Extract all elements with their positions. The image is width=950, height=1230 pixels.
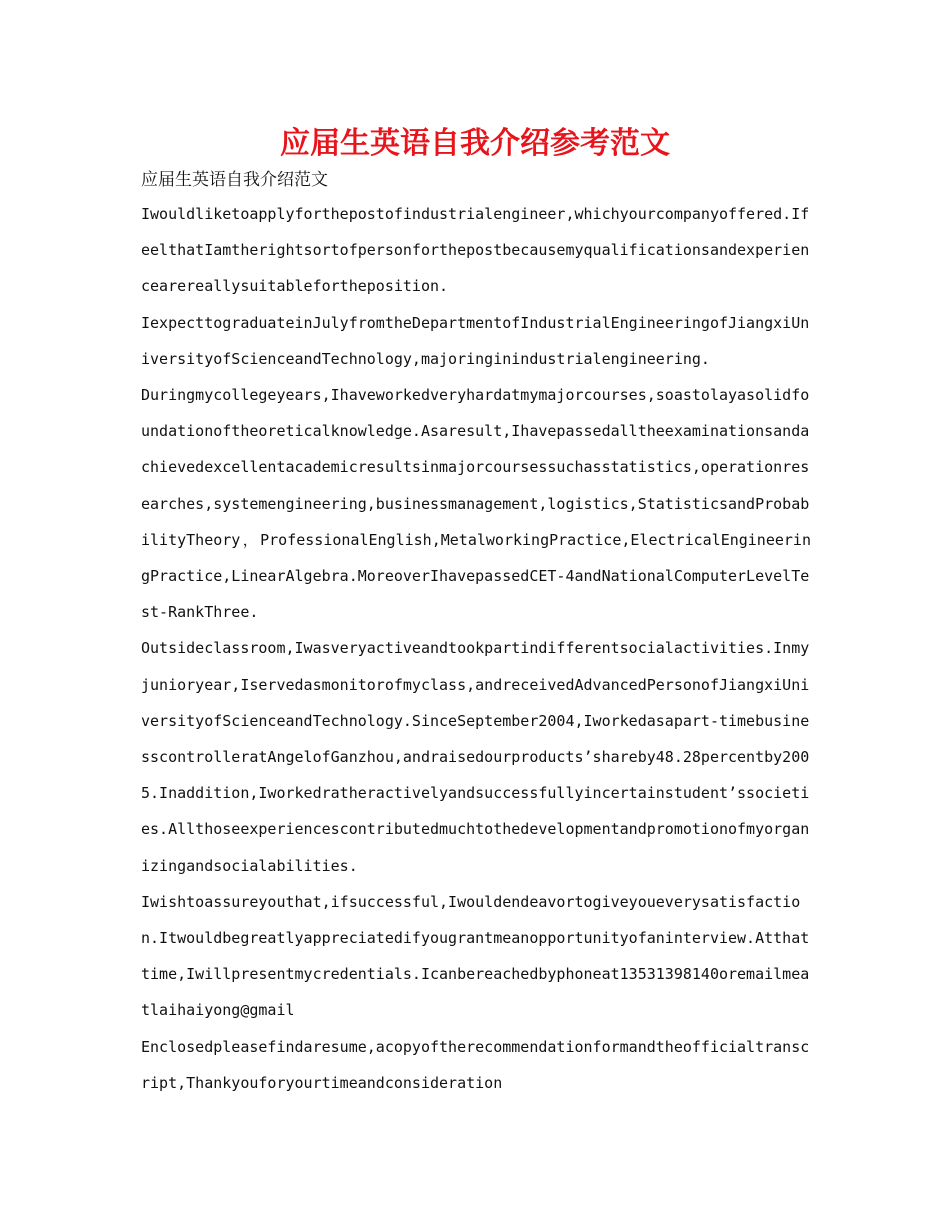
document-subtitle: 应届生英语自我介绍范文 (141, 170, 328, 190)
paragraph-coursework: Duringmycollegeyears,Ihaveworkedveryhardatmymajorcourses,soastolayasolidfoundationoftheoreticalknowledge.Asaresult,Ihavepassedalltheexaminationsandachievedexcellentacademicresultsinmajorcoursessuchasstatistics,operationresearches,systemengineering,businessmanagement,logistics,StatisticsandProbabilityTheory，ProfessionalEnglish,MetalworkingPractice,ElectricalEngineeringPractice,LinearAlgebra.MoreoverIhavepassedCET-4andNationalComputerLevelTest-RankThree. (141, 386, 811, 622)
paragraph-enclosure: Enclosedpleasefindaresume,acopyoftherecommendationformandtheofficialtranscript,Thankyouforyourtimeandconsideration (141, 1037, 810, 1092)
paragraph-closing: Iwishtoassureyouthat,ifsuccessful,Iwouldendeavortogiveyoueverysatisfaction.Itwouldbegreatlyappreciatedifyougrantmeanopportunityofaninterview.Atthattime,Iwillpresentmycredentials.Icanbereachedbyphoneat13531398140oremailmeatlaihaiyong@gmail (141, 892, 810, 1020)
paragraph-education: IexpecttograduateinJulyfromtheDepartmentofIndustrialEngineeringofJiangxiUniversityofScienceandTechnology,majoringinindustrialengineering. (141, 313, 810, 368)
document-title: 应届生英语自我介绍参考范文 (280, 126, 670, 161)
paragraph-activities: Outsideclassroom,Iwasveryactiveandtookpartindifferentsocialactivities.Inmyjunioryear,Iservedasmonitorofmyclass,andreceivedAdvancedPersonofJiangxiUniversityofScienceandTechnology.SinceSeptember2004,Iworkedasapart-timebusinesscontrolleratAngelofGanzhou,andraisedourproducts’shareby48.28percentby2005.Inaddition,Iworkedratheractivelyandsuccessfullyincertainstudent’ssocieties.Allthoseexperiencescontributedmuchtothedevelopmentandpromotionofmyorganizingandsocialabilities. (141, 639, 810, 875)
document-body (141, 196, 811, 1101)
paragraph-application: Iwouldliketoapplyforthepostofindustrialengineer,whichyourcompanyoffered.IfeelthatIamtherightsortofpersonforthepostbecausemyqualificationsandexperiencearereallysuitablefortheposition. (141, 205, 810, 296)
